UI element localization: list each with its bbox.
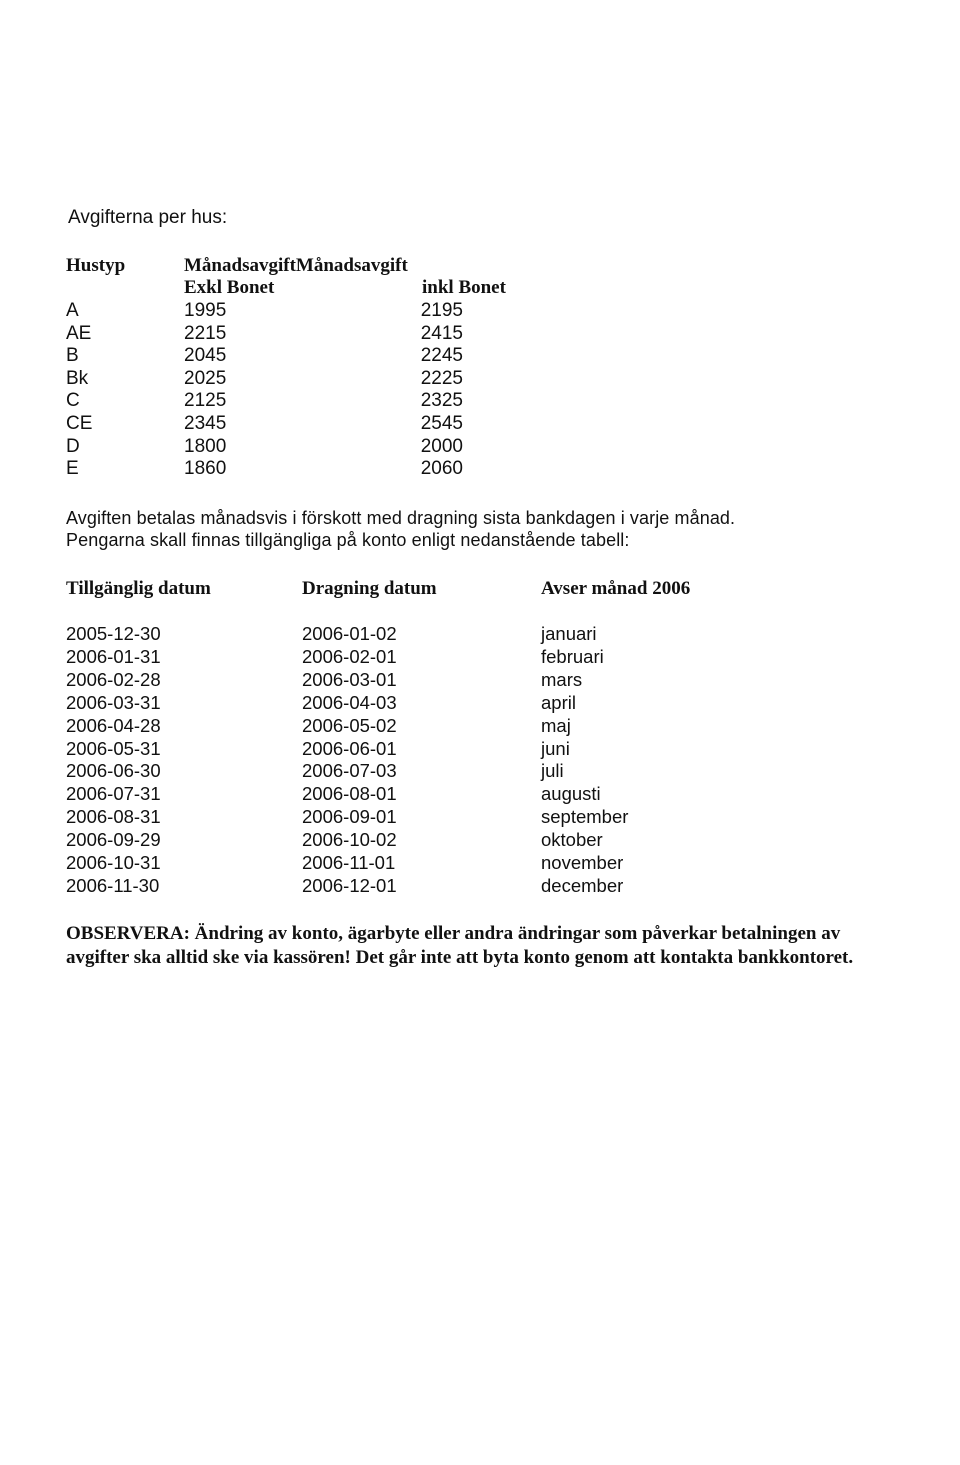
notice-paragraph [66,922,896,969]
schedule-header-month: Avser månad 2006 [541,578,691,599]
schedule-row-available-date: 2006-07-31 [66,783,161,804]
schedule-row-month: mars [541,669,583,690]
schedule-row-debit-date: 2006-02-01 [302,646,397,667]
schedule-row-debit-date: 2006-06-01 [302,738,397,759]
schedule-row-month: december [541,875,624,896]
fees-heading: Avgifterna per hus: [68,207,228,228]
fees-row-incl: 2060 [420,458,463,479]
fees-row-excl: 2025 [184,368,227,389]
schedule-header-available-date: Tillgänglig datum [66,578,211,599]
fees-row-incl: 2000 [420,436,463,457]
fees-row-type: C [66,390,80,411]
schedule-row-debit-date: 2006-08-01 [302,783,397,804]
schedule-row-available-date: 2006-01-31 [66,646,161,667]
fees-row-type: D [66,436,80,457]
schedule-row-month: september [541,806,629,827]
fees-row-excl: 1995 [184,300,227,321]
fees-header-monthly-fee: MånadsavgiftMånadsavgift [184,255,408,276]
schedule-row-month: juni [541,738,570,759]
schedule-row-month: oktober [541,829,603,850]
fees-row-incl: 2415 [420,323,463,344]
payment-text-line2: Pengarna skall finnas tillgängliga på konto enligt nedanstående tabell: [66,530,630,550]
fees-row-type: B [66,345,79,366]
fees-row-excl: 2345 [184,413,227,434]
fees-row-incl: 2225 [420,368,463,389]
fees-row-type: E [66,458,79,479]
notice-text: Ändring av konto, ägarbyte eller andra ändringar som påverkar betalningen av avgifter ska alltid ske via kassören! Det går inte att byta konto genom att kontakta bankkontoret. [66,923,854,968]
fees-header-excl-bonet: Exkl Bonet [184,277,275,298]
schedule-row-debit-date: 2006-03-01 [302,669,397,690]
schedule-row-month: februari [541,646,604,667]
notice-label: OBSERVERA: [66,923,190,944]
schedule-row-available-date: 2006-06-30 [66,760,161,781]
schedule-row-month: november [541,852,624,873]
fees-row-incl: 2545 [420,413,463,434]
schedule-row-debit-date: 2006-09-01 [302,806,397,827]
schedule-header-debit-date: Dragning datum [302,578,437,599]
schedule-row-month: april [541,692,576,713]
schedule-row-available-date: 2005-12-30 [66,623,161,644]
fees-row-excl: 1860 [184,458,227,479]
schedule-row-available-date: 2006-08-31 [66,806,161,827]
fees-row-type: CE [66,413,93,434]
fees-row-excl: 1800 [184,436,227,457]
schedule-row-debit-date: 2006-04-03 [302,692,397,713]
fees-row-incl: 2195 [420,300,463,321]
schedule-row-available-date: 2006-10-31 [66,852,161,873]
fees-row-excl: 2215 [184,323,227,344]
schedule-row-available-date: 2006-09-29 [66,829,161,850]
schedule-row-month: juli [541,760,564,781]
schedule-row-available-date: 2006-03-31 [66,692,161,713]
fees-row-type: A [66,300,79,321]
schedule-row-debit-date: 2006-05-02 [302,715,397,736]
schedule-row-debit-date: 2006-07-03 [302,760,397,781]
schedule-row-month: augusti [541,783,601,804]
fees-row-excl: 2045 [184,345,227,366]
schedule-row-debit-date: 2006-11-01 [302,852,396,873]
schedule-row-month: maj [541,715,571,736]
schedule-row-debit-date: 2006-12-01 [302,875,397,896]
fees-header-hustyp: Hustyp [66,255,126,276]
schedule-row-available-date: 2006-11-30 [66,875,160,896]
schedule-row-debit-date: 2006-01-02 [302,623,397,644]
schedule-row-month: januari [541,623,597,644]
schedule-row-available-date: 2006-02-28 [66,669,161,690]
fees-row-incl: 2325 [420,390,463,411]
schedule-row-available-date: 2006-05-31 [66,738,161,759]
fees-header-incl-bonet: inkl Bonet [422,277,506,298]
fees-row-excl: 2125 [184,390,227,411]
fees-row-type: Bk [66,368,89,389]
schedule-row-available-date: 2006-04-28 [66,715,161,736]
schedule-row-debit-date: 2006-10-02 [302,829,397,850]
payment-text-line1: Avgiften betalas månadsvis i förskott med dragning sista bankdagen i varje månad. [66,508,736,528]
fees-row-incl: 2245 [420,345,463,366]
fees-row-type: AE [66,323,92,344]
